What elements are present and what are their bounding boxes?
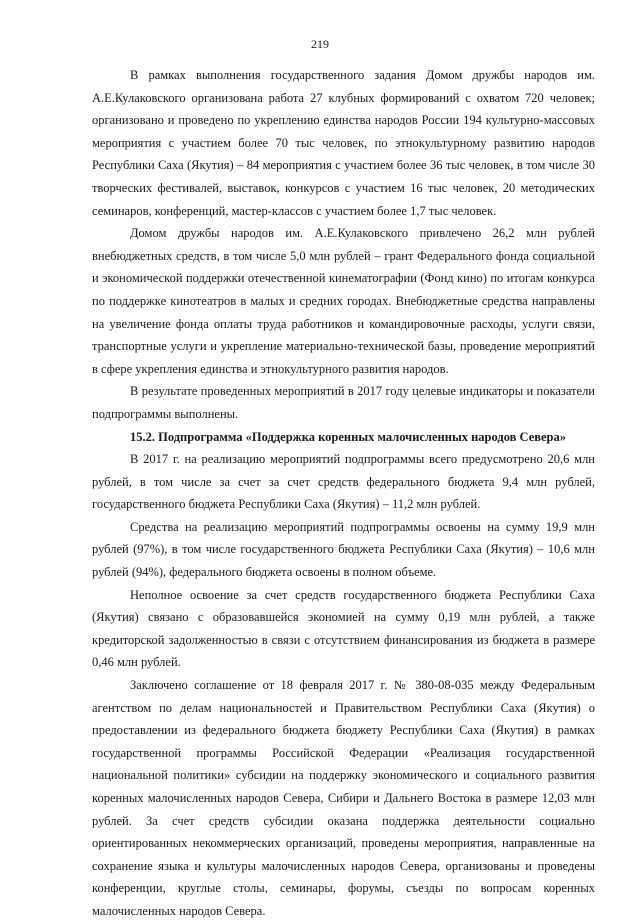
paragraph-extrabudgetary-funds: Домом дружбы народов им. А.Е.Кулаковского привлечено 26,2 млн рублей внебюджетных средств, в том числе 5,0 млн рублей – грант Федерального фонда социальной и экономической поддержки отечественной кинематографии (Фонд кино) по итогам конкурса по поддержке кинотеатров в малых и средних городах. Внебюджетные средства направлены на увеличение фонда оплаты труда работников и командировочные расходы, услуги связи, транспортные услуги и укрепление материально-технической базы, проведение мероприятий в сфере укрепления единства и этнокультурного развития народов.: [92, 226, 595, 376]
paragraph-funding-planned: В 2017 г. на реализацию мероприятий подпрограммы всего предусмотрено 20,6 млн рублей, в том числе за счет за счет средств федерального бюджета 9,4 млн рублей, государственного бюджета Республики Саха (Якутия) – 11,2 млн рублей.: [92, 452, 595, 512]
page-content: [92, 64, 595, 923]
paragraph-agreement: Заключено соглашение от 18 февраля 2017 г. № 380-08-035 между Федеральным агентством по делам национальностей и Правительством Республики Саха (Якутия) о предоставлении из федерального бюджета бюджету Республики Саха (Якутия) в рамках государственной программы Российской Федерации «Реализация государственной национальной политики» субсидии на поддержку экономического и социального развития коренных малочисленных народов Севера, Сибири и Дальнего Востока в размере 12,03 млн рублей. За счет средств субсидии оказана поддержка деятельности социально ориентированных некоммерческих организаций, проведены мероприятия, направленные на сохранение языка и культуры малочисленных народов Севера, организованы и проведены конференции, круглые столы, семинары, форумы, съезды по вопросам коренных малочисленных народов Севера.: [92, 678, 595, 918]
paragraph-indicators-result: В результате проведенных мероприятий в 2017 году целевые индикаторы и показатели подпрограммы выполнены.: [92, 384, 595, 421]
paragraph-incomplete-spending: Неполное освоение за счет средств государственного бюджета Республики Саха (Якутия) связано с образовавшейся экономией на сумму 0,19 млн рублей, а также кредиторской задолженностью в связи с отсутствием финансирования из бюджета в размере 0,46 млн рублей.: [92, 587, 595, 670]
section-heading: 15.2. Подпрограмма «Поддержка коренных малочисленных народов Севера»: [130, 429, 566, 444]
page-number: 219: [311, 37, 329, 51]
paragraph-house-of-friendship-activities: В рамках выполнения государственного задания Домом дружбы народов им. А.Е.Кулаковского организована работа 27 клубных формирований с охватом 720 человек; организовано и проведено по укреплению единства народов России 194 культурно-массовых мероприятия с участием более 70 тыс человек, по этнокультурному развитию народов Республики Саха (Якутия) – 84 мероприятия с участием более 36 тыс человек, в том числе 30 творческих фестивалей, выставок, конкурсов с участием 16 тыс человек, 20 методических семинаров, конференций, мастер-классов с участием более 1,7 тыс человек.: [92, 68, 595, 218]
paragraph-funds-spent: Средства на реализацию мероприятий подпрограммы освоены на сумму 19,9 млн рублей (97%), в том числе государственного бюджета Республики Саха (Якутия) – 10,6 млн рублей (94%), федерального бюджета освоены в полном объеме.: [92, 519, 595, 580]
